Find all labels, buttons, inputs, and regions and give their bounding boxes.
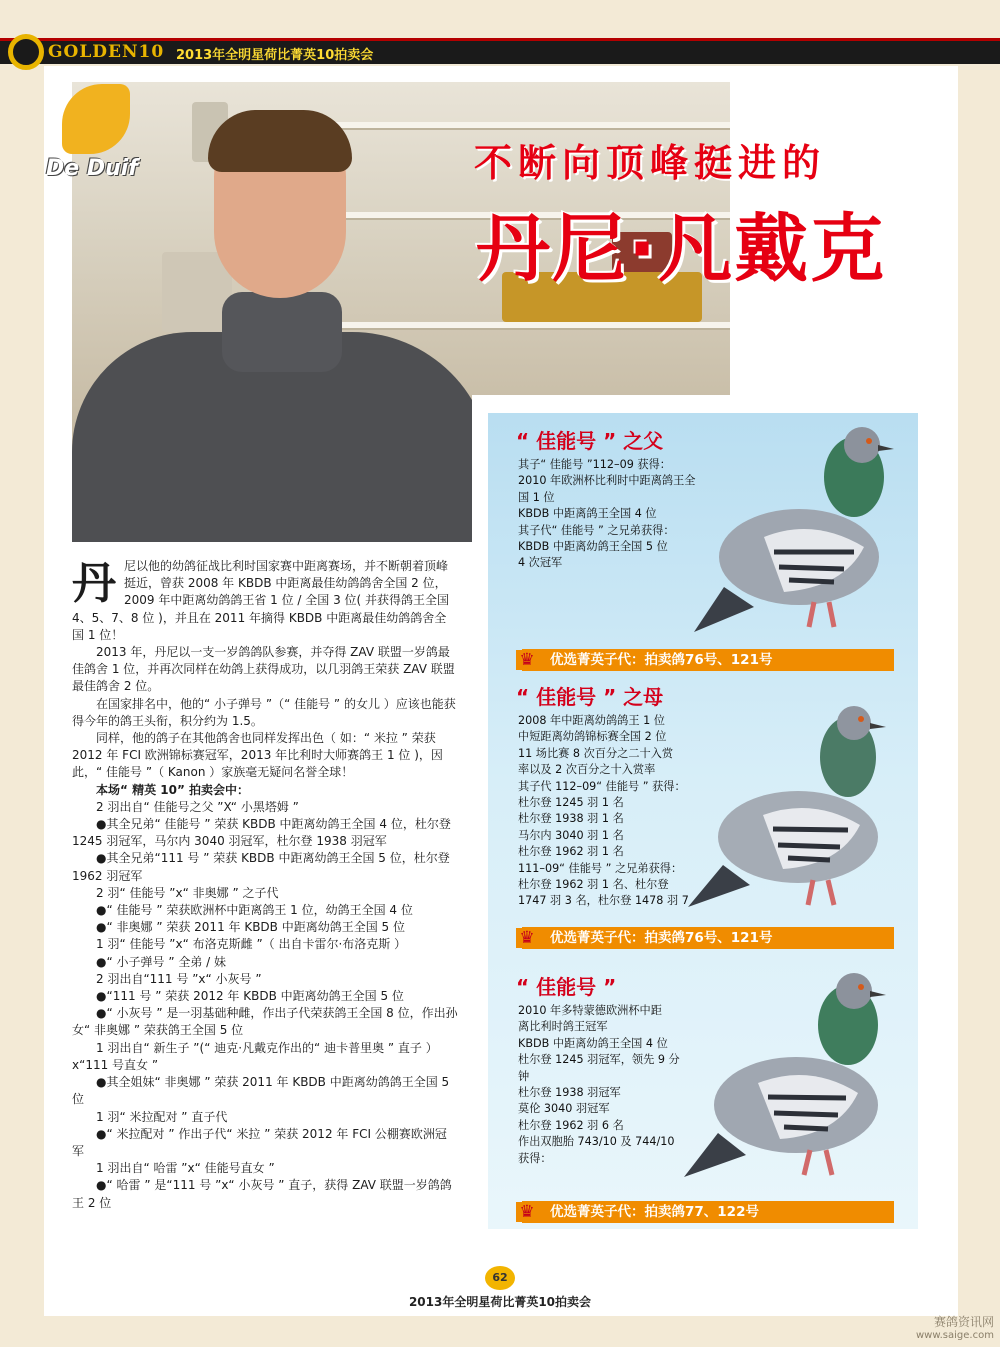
detail-line: 其子“ 佳能号 ”112–09 获得： <box>518 458 671 471</box>
article-paragraph: 2013 年，丹尼以一支一岁鸽鸽队参赛，并夺得 ZAV 联盟一岁鸽最佳鸽舍 1 位，并再次同样在幼鸽上获得成功，以几羽鸽王荣获 ZAV 联盟最佳鸽舍 2 位。 <box>72 645 455 694</box>
auction-line: ●“ 非奥娜 ” 荣获 2011 年 KBDB 中距离幼鸽王全国 5 位 <box>96 920 405 935</box>
auction-line: ●其全兄弟“ 佳能号 ” 荣获 KBDB 中距离幼鸽王全国 4 位，杜尔登 1245 羽冠军，马尔内 3040 羽冠军，杜尔登 1938 羽冠军 <box>72 817 451 849</box>
detail-line: 国 1 位 <box>518 490 555 504</box>
article-paragraph: 同样，他的鸽子在其他鸽舍也同样发挥出色（ 如：“ 米拉 ” 荣获 2012 年 FCI 欧洲锦标赛冠军，2013 年比利时大师赛鸽王 1 位 )，因此，“ 佳能号 ”（ Kanon ）家族毫无疑问名誉全球！ <box>72 731 443 780</box>
detail-line: 杜尔登 1938 羽 1 名 <box>518 812 624 826</box>
article-paragraph <box>72 558 458 644</box>
detail-line: KBDB 中距离鸽王全国 4 位 <box>518 507 657 521</box>
header-strip <box>0 38 1000 41</box>
pigeon-icon <box>694 417 914 647</box>
detail-line: 111–09“ 佳能号 ” 之兄弟获得： <box>518 861 683 875</box>
detail-line: 杜尔登 1245 羽冠军，领先 9 分 <box>518 1053 680 1067</box>
detail-line: 2008 年中距离幼鸽鸽王 1 位 <box>518 714 665 727</box>
section-details <box>518 1003 680 1167</box>
pigeon-icon <box>688 697 908 927</box>
logo-text: GOLDEN10 <box>48 42 165 62</box>
detail-line: 离比利时鸽王冠军 <box>518 1020 608 1034</box>
detail-line: 11 场比赛 8 次百分之二十入赏 <box>518 746 674 760</box>
banner-text: 优选菁英子代：拍卖鸽76号、121号 <box>550 652 773 668</box>
auction-line: 1 羽出自“ 新生子 ”(“ 迪克·凡戴克作出的“ 迪卡普里奥 ” 直子 ）x“111 号直女 ” <box>72 1040 438 1072</box>
detail-line: 率以及 2 次百分之十入赏率 <box>518 763 656 777</box>
golden10-logo-icon <box>8 34 44 70</box>
auction-line: 1 羽“ 佳能号 ”x“ 布洛克斯雌 ”（ 出自卡雷尔·布洛克斯 ） <box>96 937 407 952</box>
page-number: 62 <box>485 1266 515 1290</box>
section-details <box>518 457 695 572</box>
section-title: “ 佳能号 ” 之母 <box>516 685 664 709</box>
section-title: “ 佳能号 ” <box>516 975 617 999</box>
detail-line: 杜尔登 1962 羽 1 名、杜尔登 <box>518 878 669 892</box>
auction-line: 1 羽“ 米拉配对 ” 直子代 <box>96 1109 228 1124</box>
crown-icon: ♛ <box>516 650 538 670</box>
article-body <box>72 558 458 1212</box>
detail-line: 作出双胞胎 743/10 及 744/10 <box>518 1135 675 1149</box>
detail-line: 2010 年多特蒙德欧洲杯中距 <box>518 1004 662 1017</box>
paragraph-text: 尼以他的幼鸽征战比利时国家赛中距离赛场，并不断朝着顶峰挺近，曾获 2008 年 KBDB 中距离最佳幼鸽鸽舍全国 2 位，2009 年中距离幼鸽鸽王省 1 位 / 全国 3 位( 并获得鸽王全国 4、5、7、8 位 )，并且在 2011 年摘得 KBDB 中距离最佳幼鸽鸽舍全国 1 位！ <box>72 559 450 642</box>
banner-text: 优选菁英子代：拍卖鸽76号、121号 <box>550 930 773 946</box>
article-paragraph: 在国家排名中，他的“ 小子弹号 ”（“ 佳能号 ” 的女儿 ）应该也能获得今年的鸽王头衔，积分约为 1.5。 <box>72 696 456 728</box>
detail-line: 杜尔登 1938 羽冠军 <box>518 1086 621 1100</box>
auction-banner <box>519 927 894 949</box>
detail-line: 杜尔登 1962 羽 1 名 <box>518 845 624 859</box>
detail-line: 1747 羽 3 名，杜尔登 1478 羽 7 <box>518 894 689 908</box>
detail-line: 杜尔登 1245 羽 1 名 <box>518 796 624 810</box>
shelf <box>302 122 730 130</box>
detail-line: 其子代 112–09“ 佳能号 ” 获得： <box>518 779 686 793</box>
detail-line: 其子代“ 佳能号 ” 之兄弟获得： <box>518 523 675 537</box>
auction-banner <box>519 1201 894 1223</box>
detail-line: 4 次冠军 <box>518 556 563 570</box>
auction-line: 2 羽出自“ 佳能号之父 ”X“ 小黑塔姆 ” <box>96 799 299 814</box>
auction-heading: 本场“ 精英 10” 拍卖会中： <box>96 782 250 797</box>
detail-line: 获得： <box>518 1151 552 1165</box>
section-title: “ 佳能号 ” 之父 <box>516 429 664 453</box>
detail-line: 杜尔登 1962 羽 6 名 <box>518 1118 624 1132</box>
headline-subtitle: 不断向顶峰挺进的 <box>474 140 827 185</box>
footer-title: 2013年全明星荷比菁英10拍卖会 <box>408 1295 592 1309</box>
detail-line: 2010 年欧洲杯比利时中距离鸽王全 <box>518 474 696 488</box>
watermark-site-name: 赛鸽资讯网 <box>934 1315 995 1329</box>
shelf <box>302 322 730 330</box>
section-details <box>518 713 689 910</box>
panel-background <box>488 413 918 1229</box>
person-neck <box>222 292 342 372</box>
detail-line: 马尔内 3040 羽 1 名 <box>518 828 624 842</box>
detail-line: 中短距离幼鸽锦标赛全国 2 位 <box>518 730 667 744</box>
watermark-url: www.saige.com <box>916 1330 994 1341</box>
auction-line: 2 羽出自“111 号 ”x“ 小灰号 ” <box>96 971 262 986</box>
pedigree-panel <box>472 395 930 1235</box>
detail-line: KBDB 中距离幼鸽王全国 4 位 <box>518 1036 668 1050</box>
auction-line: ●其全兄弟“111 号 ” 荣获 KBDB 中距离幼鸽王全国 5 位，杜尔登 1962 羽冠军 <box>72 851 450 883</box>
detail-line: 莫伦 3040 羽冠军 <box>518 1102 610 1116</box>
de-duif-badge: De Duif <box>46 156 138 181</box>
auction-line: 1 羽出自“ 哈雷 ”x“ 佳能号直女 ” <box>96 1161 275 1176</box>
header-title: 2013年全明星荷比菁英10拍卖会 <box>176 48 374 63</box>
pigeon-icon <box>684 965 908 1195</box>
banner-text: 优选菁英子代：拍卖鸽77、122号 <box>550 1204 759 1220</box>
auction-line: 2 羽“ 佳能号 ”x“ 非奥娜 ” 之子代 <box>96 885 279 900</box>
auction-line: ●“ 小子弹号 ” 全弟 / 妹 <box>96 954 227 969</box>
crown-icon: ♛ <box>516 928 538 948</box>
auction-line: ●其全姐妹“ 非奥娜 ” 荣获 2011 年 KBDB 中距离幼鸽鸽王全国 5 位 <box>72 1075 450 1107</box>
auction-line: ●“ 佳能号 ” 荣获欧洲杯中距离鸽王 1 位，幼鸽王全国 4 位 <box>96 903 413 918</box>
drop-cap: 丹 <box>72 558 116 609</box>
crown-icon: ♛ <box>516 1202 538 1222</box>
detail-line: KBDB 中距离幼鸽王全国 5 位 <box>518 540 668 554</box>
detail-line: 钟 <box>518 1069 530 1083</box>
auction-line: ●“ 哈雷 ” 是“111 号 ”x“ 小灰号 ” 直子，获得 ZAV 联盟一岁鸽鸽王 2 位 <box>72 1178 452 1210</box>
auction-line: ●“ 小灰号 ” 是一羽基础种雌，作出子代荣获鸽王全国 8 位，作出孙女“ 非奥娜 ” 荣获鸽王全国 5 位 <box>72 1006 458 1038</box>
auction-line: ●“111 号 ” 荣获 2012 年 KBDB 中距离幼鸽王全国 5 位 <box>96 989 404 1004</box>
headline-title: 丹尼·凡戴克 <box>476 206 887 292</box>
auction-banner <box>519 649 894 671</box>
person-hair <box>208 110 352 172</box>
auction-line: ●“ 米拉配对 ” 作出子代“ 米拉 ” 荣获 2012 年 FCI 公棚赛欧洲冠军 <box>72 1126 447 1158</box>
